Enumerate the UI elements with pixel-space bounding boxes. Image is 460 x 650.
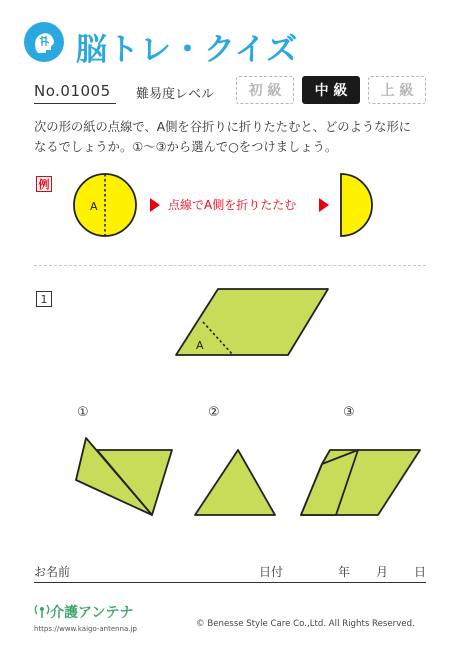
site-url[interactable]: https://www.kaigo-antenna.jp	[34, 625, 137, 633]
level-advanced-badge: 上 級	[368, 76, 426, 104]
problem-shape-label: A	[196, 339, 204, 352]
antenna-logo-icon	[34, 603, 50, 623]
copyright-text: © Benesse Style Care Co.,Ltd. All Rights Reserved.	[196, 619, 415, 629]
level-intermediate-badge: 中 級	[302, 76, 360, 104]
level-beginner-badge: 初 級	[236, 76, 294, 104]
example-instruction: 点線でA側を折りたたむ	[168, 198, 297, 212]
name-label: お名前	[34, 565, 71, 579]
month-label: 月	[376, 565, 389, 579]
problem-number-tag: 1	[36, 291, 52, 307]
difficulty-label: 難易度レベル	[136, 87, 215, 102]
option-2-shape	[195, 450, 275, 515]
quiz-number: No.01005	[34, 82, 111, 100]
example-shape-label: A	[90, 200, 98, 213]
brand-logo-text: 介護アンテナ	[50, 605, 134, 621]
question-line-2: なるでしょうか。①～③から選んで○をつけましょう。	[34, 140, 338, 154]
footer-signature-line	[34, 582, 426, 583]
example-tag: 例	[36, 176, 52, 192]
date-label: 日付	[259, 565, 284, 579]
question-line-1: 次の形の紙の点線で、A側を谷折りに折りたたむと、どのような形に	[34, 120, 412, 134]
option-2-label[interactable]: ②	[208, 405, 220, 420]
option-1-label[interactable]: ①	[77, 405, 89, 420]
year-label: 年	[338, 565, 351, 579]
day-label: 日	[414, 565, 427, 579]
option-3-label[interactable]: ③	[343, 405, 355, 420]
page-title: 脳トレ・クイズ	[76, 32, 299, 68]
